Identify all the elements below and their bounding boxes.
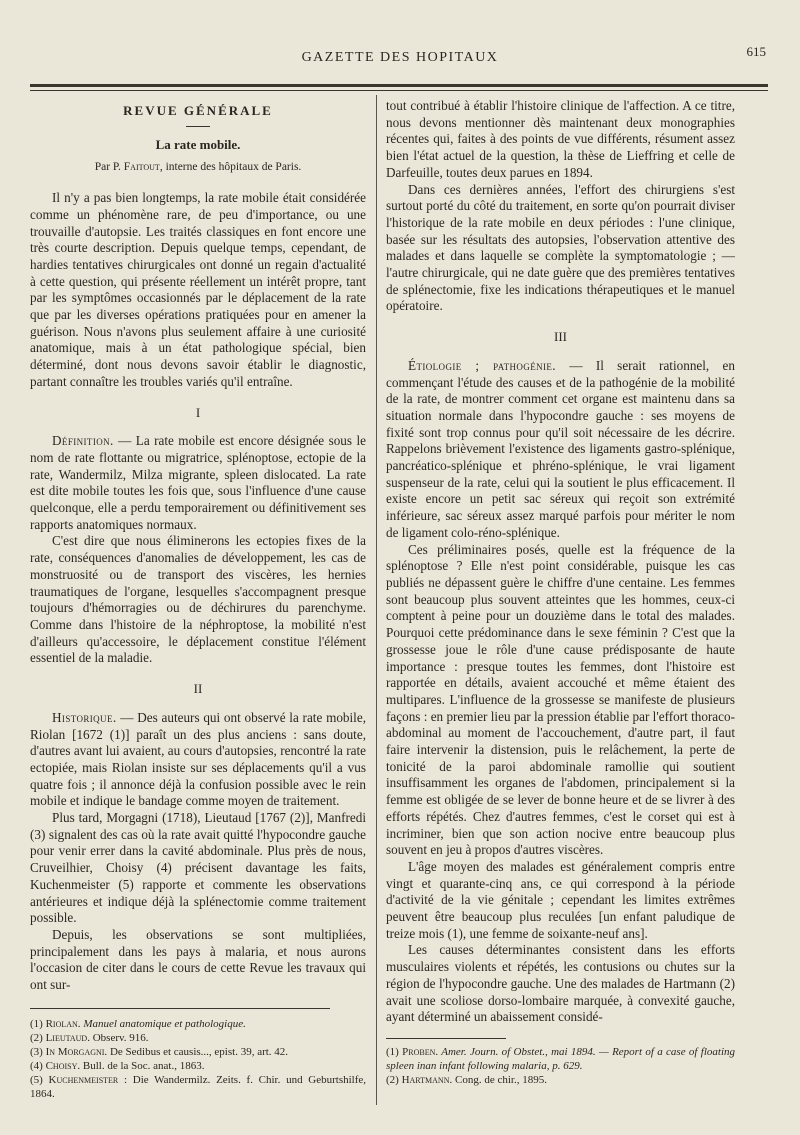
etiology-paragraph — [386, 358, 735, 542]
column-divider — [376, 95, 377, 1105]
section-numeral-1: I — [195, 404, 201, 420]
footnote-rule — [386, 1038, 506, 1039]
definition-heading: Définition. — [52, 433, 114, 449]
footnote: (4) Choisy. Bull. de la Soc. anat., 1863. — [30, 1059, 205, 1072]
footnote: (1) Riolan. Manuel anatomique et pathologique. — [30, 1017, 246, 1030]
header-rule-thick — [30, 84, 768, 87]
header-rule-thin — [30, 90, 768, 91]
history-paragraph-2: Plus tard, Morgagni (1718), Lieutaud [1767 (2)], Manfredi (3) signalent des cas où la rate avait quitté l'hypocondre gauche pour venir errer dans la cavité abdominale. Plus près de nous, Cruveilhier, Choisy (4) précisent davantage les faits, Kuchenmeister (5) rapporte et commente les observations antérieures et indique déjà la splénectomie comme traitement possible. — [30, 810, 366, 926]
etiology-text: — Il serait rationnel, en commençant l'étude des causes et de la pathogénie de la mobilité de la rate, de montrer comment cet organe est maintenu dans sa situation normale dans l'hypocondre gauche : ses moyens de fixité sont trop connus pour qu'il soit nécessaire de les décrire. Rappelons brièvement l'existence des ligaments gastro-splénique, pancréatico-splénique et phréno-splénique, le vrai ligament suspenseur de la rate, celui qui la soutient le plus efficacement. Il existe encore un petit sac séreux qui reçoit son extrémité inférieure, sac séreux assez marqué parfois pour mériter le nom de ligament colo-réno-splénique. — [386, 357, 735, 540]
history-heading: Historique. — [52, 709, 117, 725]
history-paragraph — [30, 710, 366, 810]
periods-paragraph: Dans ces dernières années, l'effort des chirurgiens s'est surtout porté du côté du traitement, en sorte qu'on pourrait diviser l'historique de la rate mobile en deux périodes : l'une clinique, basée sur les résultats des autopsies, l'observation attentive des malades et dans laquelle se complète la symptomatologie ; — l'autre chirurgicale, qui ne date guère que des premières tentatives de splénectomie, fixe les indications thérapeutiques et le manuel opératoire. — [386, 181, 735, 314]
right-footnotes — [386, 1045, 735, 1087]
page-header — [30, 40, 770, 70]
intro-paragraph: Il n'y a pas bien longtemps, la rate mobile était considérée comme un phénomène rare, de peu d'importance, ou une trouvaille d'autopsie. Les traités classiques en font encore une très courte description. Depuis quelque temps, cependant, de hardies tentatives chirurgicales ont donné un regain d'actualité à cette question, qui présente réellement un intérêt propre, tant par les symptômes occasionnés par le déplacement de la rate que par les diverses opérations pratiquées pour en amener la guérison. Nous n'avons plus seulement affaire à une curiosité anatomique, mais à un état pathologique spécial, bien déterminé, dont nous devons savoir établir le diagnostic, partant connaître les troubles variés qu'il entraîne. — [30, 190, 366, 389]
history-text: — Des auteurs qui ont observé la rate mobile, Riolan [1672 (1)] paraît un des plus anciens : sans doute, d'autres avant lui avaient, au cours d'autopsies, rencontré la rate ectopiée, mais Riolan insiste sur ses déplacements qu'il a vus quatre fois ; il annonce déjà la confusion possible avec le rein mobile et indique le bandage comme moyen de traitement. — [30, 709, 366, 809]
left-footnotes — [30, 1017, 366, 1101]
definition-text: — La rate mobile est encore désignée sous le nom de rate flottante ou migratrice, splénoptose, ectopie de la rate, Wandermilz, Milza migrante, spleen dislocated. La rate est dite mobile toutes les fois que, sous l'influence d'une cause quelconque, elle a perdu temporairement ou définitivement ses rapports anatomiques normaux. — [30, 433, 366, 532]
causes-paragraph: Les causes déterminantes consistent dans les efforts musculaires violents et répétés, les contusions ou chutes sur la région de l'hypocondre gauche. Une des malades de Hartmann (2) avait une scoliose dorso-lombaire marquée, à convexité gauche, ayant déterminé un abaissement considé- — [386, 942, 735, 1025]
right-column — [386, 98, 735, 1087]
history-paragraph-3: Depuis, les observations se sont multipliées, principalement dans les pays à malaria, et nous aurons l'occasion de citer dans le cours de cette Revue les travaux qui ont sur- — [30, 926, 366, 993]
etiology-heading: Étiologie ; pathogénie. — [408, 357, 556, 373]
continued-paragraph: tout contribué à établir l'histoire clinique de l'affection. A ce titre, nous devons mentionner dès maintenant deux monographies récentes qui, faites à des points de vue différents, résument assez bien l'état actuel de la question, la thèse de Lieffring et celle de Darfeuille, toutes deux parues en 1894. — [386, 98, 735, 180]
byline-author: Faitout — [123, 161, 160, 174]
section-heading: REVUE GÉNÉRALE — [123, 103, 273, 118]
byline — [30, 159, 366, 176]
section-numeral-2: II — [193, 681, 203, 697]
byline-suffix: , interne des hôpitaux de Paris. — [159, 161, 302, 174]
frequency-paragraph: Ces préliminaires posés, quelle est la fréquence de la splénoptose ? Elle n'est point considérable, puisque les cas publiés ne dépassent guère le chiffre d'une centaine. Les femmes sont beaucoup plus souvent atteintes que les hommes, ceux-ci comptent à peine pour un douzième dans le total des malades. Pourquoi cette prédominance dans le sexe féminin ? C'est que la grossesse joue le rôle d'une cause prédisposante de haute importance : presque toutes les femmes, dont l'histoire est rapportée en détails, avaient accouché et même étaient des multipares. L'influence de la grossesse se manifeste de plusieurs façons : en premier lieu par la pression établie par l'effort thoraco-abdominal au moment de l'accouchement, d'autre part, il faut faire intervenir la distension, puis le relâchement, la perte de tonicité de la paroi abdominale ramollie qui soutient insuffisamment les organes de l'abdomen, principalement si la femme est obligée de se lever de bonne heure et de se livrer à des efforts répétés. Chez d'autres femmes, c'est le corset qui est à incriminer, bien que son action nocive entre beaucoup plus souvent en jeu à propos d'autres viscères. — [386, 541, 735, 858]
definition-paragraph — [30, 433, 366, 533]
footnote: (2) Lieutaud. Observ. 916. — [30, 1031, 149, 1044]
byline-prefix: Par P. — [94, 161, 121, 174]
section-numeral-3: III — [554, 329, 567, 345]
definition-paragraph-2: C'est dire que nous éliminerons les ectopies fixes de la rate, conséquences d'anomalies de développement, les cas de monstruosité ou de transport des viscères, les hernies traumatiques de l'organe, lesquelles s'accompagnent presque toujours d'hémorragies ou de déchirures du parenchyme. Comme dans l'histoire de la néphroptose, la mobilité n'est d'ailleurs qu'accessoire, le déplacement constitue l'élément essentiel de la maladie. — [30, 533, 366, 666]
footnote-rule — [30, 1008, 330, 1009]
age-paragraph: L'âge moyen des malades est généralement compris entre vingt et quarante-cinq ans, ce qui correspond à la période d'activité de la vie génitale ; cependant les limites extrêmes peuvent être beaucoup plus reculées [un enfant paludique de treize mois (1), une femme de soixante-neuf ans]. — [386, 858, 735, 941]
journal-title: GAZETTE DES HOPITAUX — [301, 50, 499, 65]
footnote: (1) Proben. Amer. Journ. of Obstet., mai 1894. — Report of a case of floating spleen inan infant following malaria, p. 629. — [386, 1045, 736, 1072]
footnote: (3) In Morgagni. De Sedibus et causis..., epist. 39, art. 42. — [30, 1045, 289, 1058]
article-title: La rate mobile. — [155, 136, 241, 152]
footnote: (5) Kuchenmeister : Die Wandermilz. Zeits. f. Chir. und Geburtshilfe, 1864. — [30, 1073, 367, 1100]
section-rule — [186, 126, 210, 127]
page-number: 615 — [746, 44, 766, 59]
left-column — [30, 98, 366, 1101]
footnote: (2) Hartmann. Cong. de chir., 1895. — [386, 1073, 547, 1086]
